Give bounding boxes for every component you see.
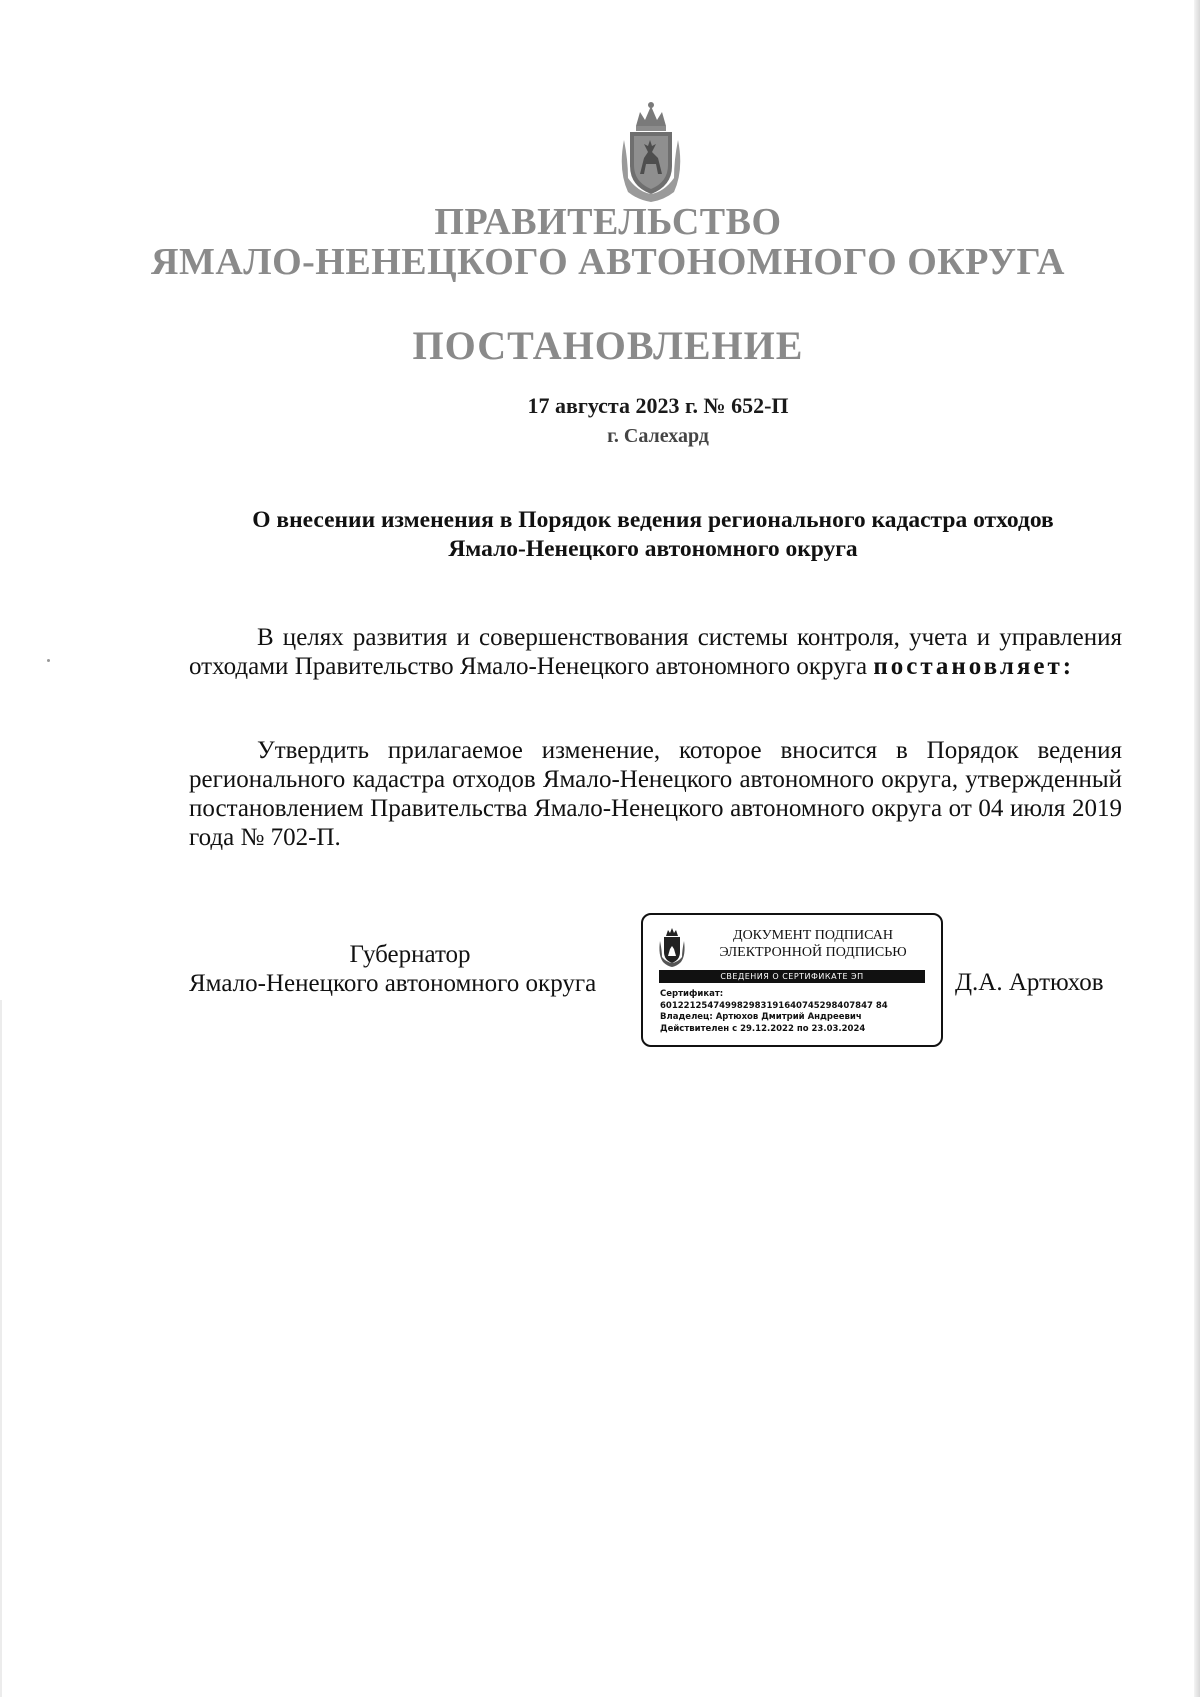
certificate-owner: Владелец: Артюхов Дмитрий Андреевич — [660, 1012, 862, 1022]
scan-speck — [47, 659, 50, 662]
position-line1: Губернатор — [349, 941, 471, 968]
subject-line1: О внесении изменения в Порядок ведения регионального кадастра отходов — [252, 507, 1054, 533]
paragraph1-text: В целях развития и совершенствования системы контроля, учета и управления отходами Правительство Ямало-Ненецкого автономного округа — [189, 624, 1122, 680]
stamp-certificate-details — [660, 989, 936, 1035]
subject-line2: Ямало-Ненецкого автономного округа — [448, 536, 858, 562]
certificate-label: Сертификат: — [660, 989, 724, 999]
signatory-position — [180, 940, 640, 998]
signer-name: Д.А. Артюхов — [955, 969, 1104, 996]
government-title-line1: ПРАВИТЕЛЬСТВО — [434, 201, 782, 243]
certificate-number: 601221254749982983191640745298407847 84 — [660, 1000, 888, 1011]
position-line2: Ямало-Ненецкого автономного округа — [189, 970, 597, 997]
coat-of-arms-small-icon — [657, 927, 687, 967]
stamp-heading — [695, 927, 931, 961]
stamp-certificate-bar: СВЕДЕНИЯ О СЕРТИФИКАТЕ ЭП — [659, 970, 925, 983]
document-date-number: 17 августа 2023 г. № 652-П — [527, 393, 789, 418]
electronic-signature-stamp — [641, 913, 943, 1047]
document-city: г. Салехард — [607, 425, 709, 447]
scan-edge-left — [0, 1000, 2, 1697]
body-paragraph-1 — [189, 623, 1122, 681]
certificate-validity: Действителен с 29.12.2022 по 23.03.2024 — [660, 1023, 866, 1034]
document-subject — [180, 506, 1126, 564]
government-title-line2: ЯМАЛО-НЕНЕЦКОГО АВТОНОМНОГО ОКРУГА — [151, 241, 1065, 283]
coat-of-arms-icon — [614, 100, 688, 204]
document-type: ПОСТАНОВЛЕНИЕ — [412, 323, 804, 368]
body-paragraph-2: Утвердить прилагаемое изменение, которое вносится в Порядок ведения регионального кадастра отходов Ямало-Ненецкого автономного округа, утвержденный постановлением Правительства Ямало-Ненецкого автономного округа от 04 июля 2019 года № 702-П. — [189, 737, 1122, 851]
stamp-heading-line2: ЭЛЕКТРОННОЙ ПОДПИСЬЮ — [719, 945, 907, 960]
decree-word: постановляет: — [873, 653, 1075, 680]
stamp-heading-line1: ДОКУМЕНТ ПОДПИСАН — [733, 928, 893, 943]
